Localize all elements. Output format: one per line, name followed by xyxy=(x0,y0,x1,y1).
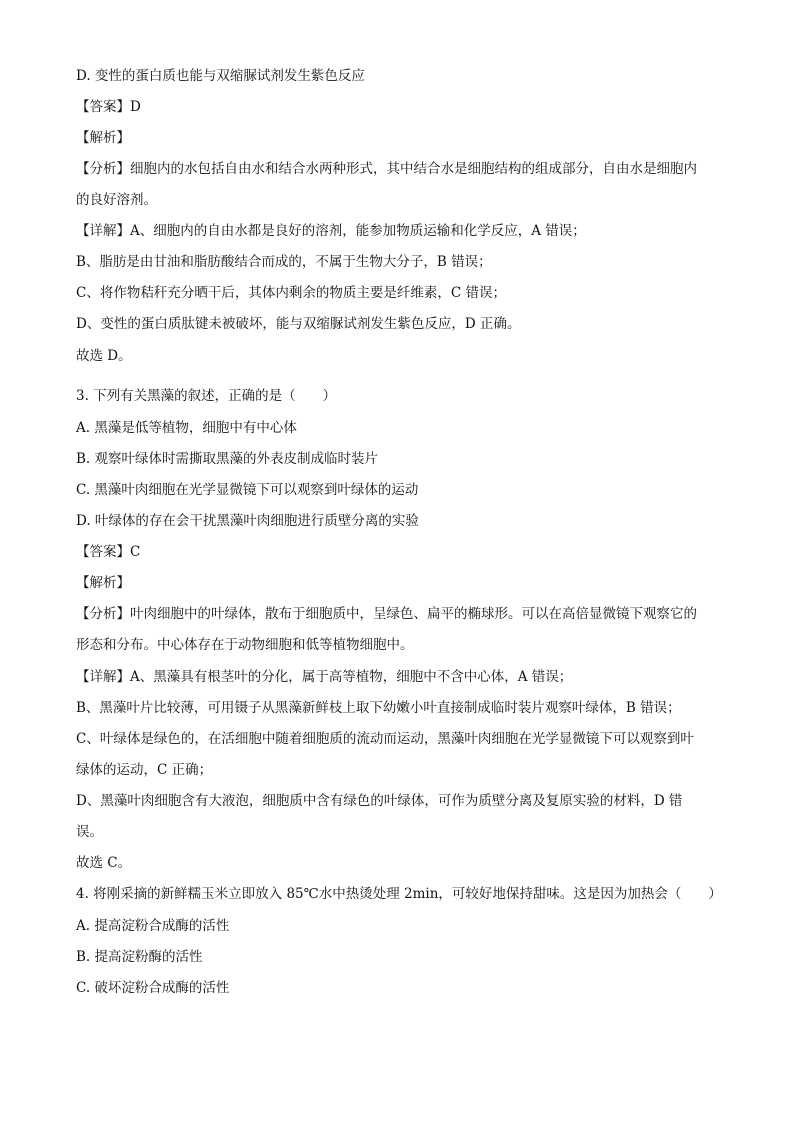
answer-label-3: 【答案】C xyxy=(76,544,141,560)
analysis-3-line-1: 【分析】叶肉细胞中的叶绿体，散布于细胞质中，呈绿色、扁平的椭球形。可以在高倍显微镜下观察它的 xyxy=(76,606,697,622)
detail-3-c-line-2: 绿体的运动，C 正确； xyxy=(76,762,213,778)
conclusion-3: 故选 C。 xyxy=(76,855,132,871)
analysis-2-line-1: 【分析】细胞内的水包括自由水和结合水两种形式，其中结合水是细胞结构的组成部分，自由水是细胞内 xyxy=(76,161,697,177)
question-3: 3. 下列有关黑藻的叙述，正确的是（ ） xyxy=(76,388,337,404)
detail-3-a: 【详解】A、黑藻具有根茎叶的分化，属于高等植物，细胞中不含中心体，A 错误； xyxy=(76,669,573,685)
option-4b: B. 提高淀粉酶的活性 xyxy=(76,949,203,965)
detail-2-c: C、将作物秸秆充分晒干后，其体内剩余的物质主要是纤维素，C 错误； xyxy=(76,285,506,301)
option-3a: A. 黑藻是低等植物，细胞中有中心体 xyxy=(76,420,297,436)
detail-3-c-line-1: C、叶绿体是绿色的，在活细胞中随着细胞质的流动而运动，黑藻叶肉细胞在光学显微镜下可以观察到叶 xyxy=(76,731,694,747)
conclusion-2: 故选 D。 xyxy=(76,348,132,364)
detail-2-d: D、变性的蛋白质肽键未被破坏，能与双缩脲试剂发生紫色反应，D 正确。 xyxy=(76,316,521,332)
option-2d: D. 变性的蛋白质也能与双缩脲试剂发生紫色反应 xyxy=(76,68,365,84)
detail-3-d-line-1: D、黑藻叶肉细胞含有大液泡，细胞质中含有绿色的叶绿体，可作为质壁分离及复原实验的材料，D 错 xyxy=(76,793,683,809)
option-4a: A. 提高淀粉合成酶的活性 xyxy=(76,918,230,934)
option-3c: C. 黑藻叶肉细胞在光学显微镜下可以观察到叶绿体的运动 xyxy=(76,482,419,498)
question-4: 4. 将刚采摘的新鲜糯玉米立即放入 85℃水中热烫处理 2min，可较好地保持甜味。这是因为加热会（ ） xyxy=(76,886,722,902)
analysis-2-line-2: 的良好溶剂。 xyxy=(76,192,157,208)
answer-label-2: 【答案】D xyxy=(76,99,141,115)
detail-2-b: B、脂肪是由甘油和脂肪酸结合而成的，不属于生物大分子，B 错误； xyxy=(76,254,492,270)
detail-3-b: B、黑藻叶片比较薄，可用镊子从黑藻新鲜枝上取下幼嫩小叶直接制成临时装片观察叶绿体，B 错误； xyxy=(76,700,681,716)
analysis-header-2: 【解析】 xyxy=(76,130,130,146)
detail-2-a: 【详解】A、细胞内的自由水都是良好的溶剂，能参加物质运输和化学反应，A 错误； xyxy=(76,223,586,239)
analysis-header-3: 【解析】 xyxy=(76,575,130,591)
option-3b: B. 观察叶绿体时需撕取黑藻的外表皮制成临时装片 xyxy=(76,451,379,467)
option-4c: C. 破坏淀粉合成酶的活性 xyxy=(76,980,230,996)
detail-3-d-line-2: 误。 xyxy=(76,824,103,840)
option-3d: D. 叶绿体的存在会干扰黑藻叶肉细胞进行质壁分离的实验 xyxy=(76,513,419,529)
analysis-3-line-2: 形态和分布。中心体存在于动物细胞和低等植物细胞中。 xyxy=(76,637,414,653)
